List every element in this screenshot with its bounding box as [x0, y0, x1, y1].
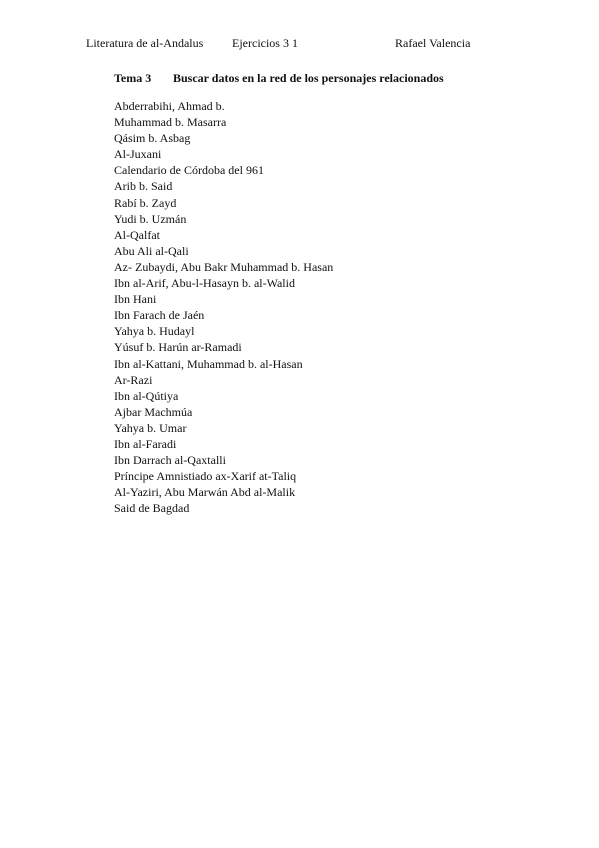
header-author: Rafael Valencia: [395, 36, 471, 50]
list-item: Al-Juxani: [114, 147, 162, 162]
list-item: Ajbar Machmúa: [114, 404, 193, 419]
header-exercise-label: Ejercicios 3 1: [232, 36, 298, 50]
list-item: Abderrabihi, Ahmad b.: [114, 99, 225, 113]
topic-heading: [114, 71, 444, 86]
list-item: Ibn al-Faradi: [114, 436, 177, 451]
list-item: Príncipe Amnistiado ax-Xarif at-Taliq: [114, 469, 297, 484]
list-item: Yúsuf b. Harún ar-Ramadi: [114, 340, 242, 355]
topic-number: Tema 3: [114, 71, 152, 85]
list-item: Ibn al-Arif, Abu-l-Hasayn b. al-Walid: [114, 276, 295, 291]
list-item: Ibn Hani: [114, 292, 157, 307]
header-course-title: Literatura de al-Andalus: [86, 36, 204, 50]
list-item: Calendario de Córdoba del 961: [114, 163, 264, 178]
list-item: Qásim b. Asbag: [114, 131, 191, 146]
list-item: Yahya b. Umar: [114, 420, 187, 435]
list-item: Al-Qalfat: [114, 227, 160, 242]
list-item: Yudi b. Uzmán: [114, 211, 187, 226]
list-item: Yahya b. Hudayl: [114, 324, 195, 339]
list-item: Said de Bagdad: [114, 501, 190, 516]
page-header: [0, 36, 599, 52]
list-item: Rabí b. Zayd: [114, 195, 177, 210]
list-item: Arib b. Said: [114, 179, 173, 194]
list-item: Muhammad b. Masarra: [114, 115, 227, 130]
list-item: Ibn Farach de Jaén: [114, 308, 205, 323]
list-item: Ibn al-Kattani, Muhammad b. al-Hasan: [114, 356, 303, 371]
names-list: [114, 98, 333, 516]
topic-title: Buscar datos en la red de los personajes relacionados: [173, 71, 444, 85]
list-item: Abu Ali al-Qali: [114, 243, 189, 258]
list-item: Ibn al-Qútiya: [114, 388, 179, 403]
list-item: Ar-Razi: [114, 372, 153, 387]
list-item: Al-Yaziri, Abu Marwán Abd al-Malik: [114, 485, 296, 500]
list-item: Az- Zubaydi, Abu Bakr Muhammad b. Hasan: [114, 259, 334, 274]
list-item: Ibn Darrach al-Qaxtalli: [114, 453, 226, 468]
